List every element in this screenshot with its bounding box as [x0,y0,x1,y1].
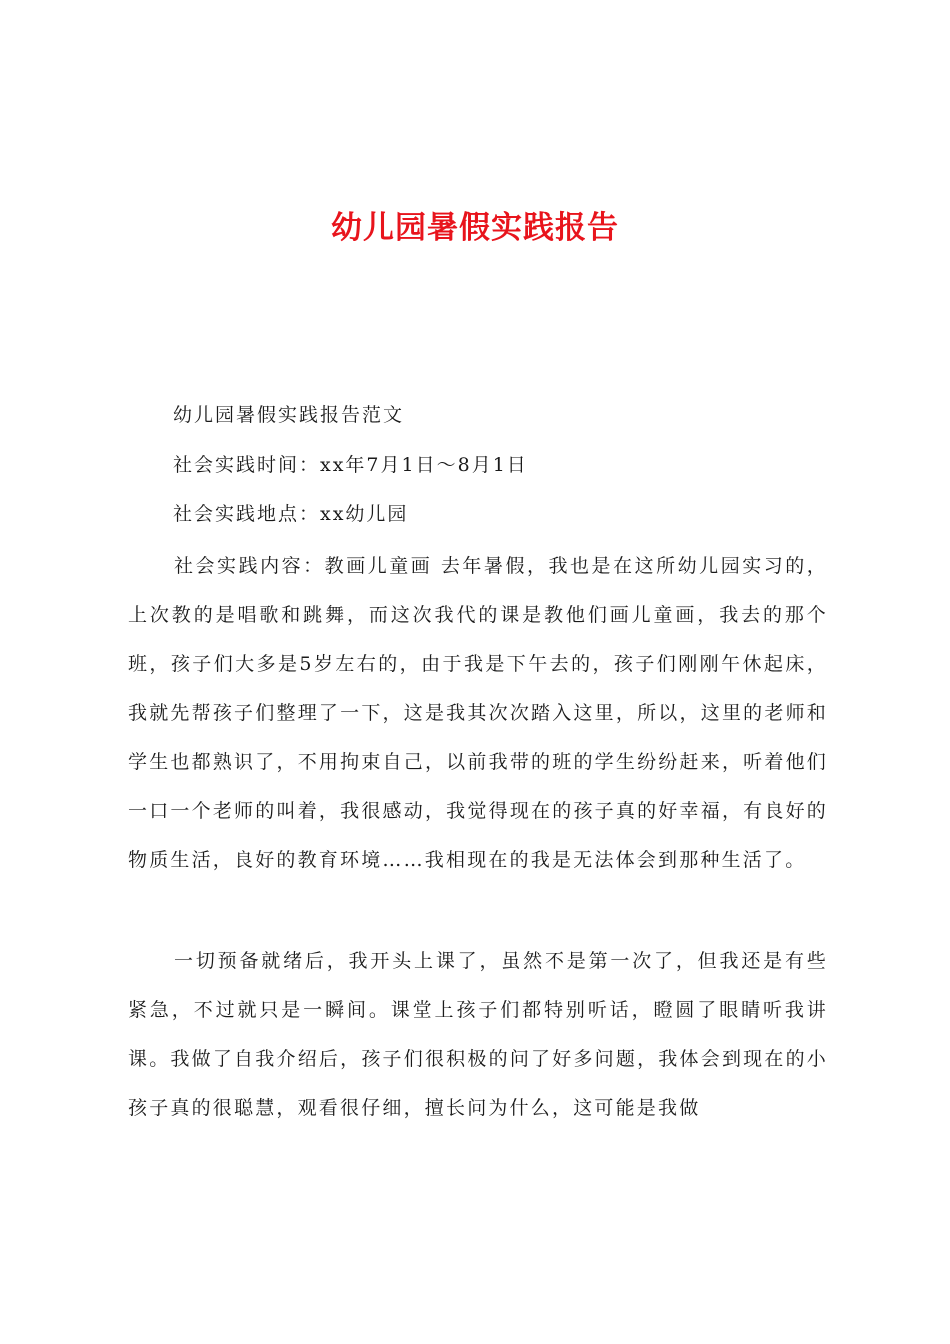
paragraph-content: 社会实践内容：教画儿童画 去年暑假，我也是在这所幼儿园实习的，上次教的是唱歌和跳舞，而这次我代的课是教他们画儿童画，我去的那个班，孩子们大多是5岁左右的，由于我是下午去的，孩子们刚刚午休起床，我就先帮孩子们整理了一下，这是我其次次踏入这里，所以，这里的老师和学生也都熟识了，不用拘束自己，以前我带的班的学生纷纷赶来，听着他们一口一个老师的叫着，我很感动，我觉得现在的孩子真的好幸福，有良好的物质生活，良好的教育环境……我相现在的我是无法体会到那种生活了。 [128,555,828,871]
paragraph-class-start: 一切预备就绪后，我开头上课了，虽然不是第一次了，但我还是有些紧急，不过就只是一瞬间。课堂上孩子们都特别听话，瞪圆了眼睛听我讲课。我做了自我介绍后，孩子们很积极的问了好多问题，我体会到现在的小孩子真的很聪慧，观看很仔细，擅长问为什么，这可能是我做 [128,950,828,1119]
practice-time-line: 社会实践时间：xx年7月1日～8月1日 [173,454,528,476]
document-title: 幼儿园暑假实践报告 [331,210,619,246]
report-heading: 幼儿园暑假实践报告范文 [173,404,405,426]
practice-place-line: 社会实践地点：xx幼儿园 [173,503,409,525]
